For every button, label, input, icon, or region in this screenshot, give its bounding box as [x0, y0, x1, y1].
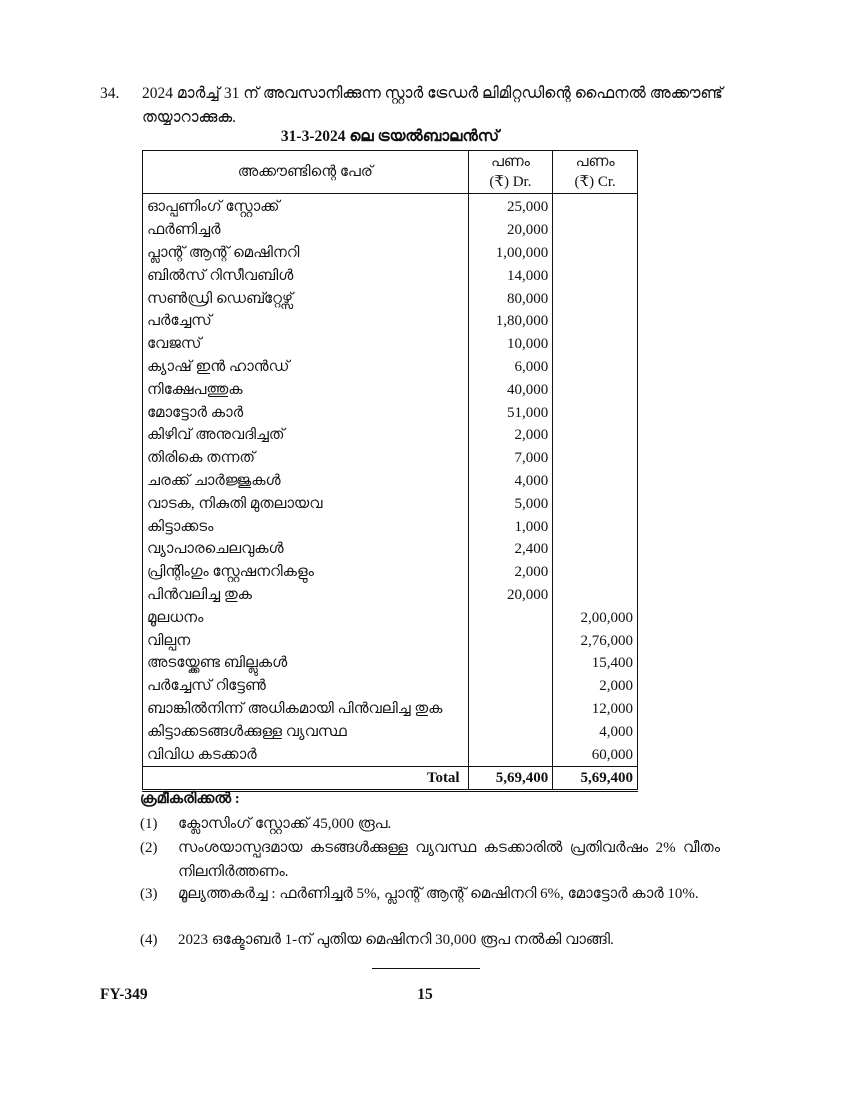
table-row [143, 378, 638, 401]
account-name-cell: പ്ലാന്റ് ആന്റ് മെഷിനറി [143, 242, 469, 265]
account-name-cell: ബിൽസ് റിസീവബിൾ [143, 264, 469, 287]
debit-cell: 4,000 [468, 470, 553, 493]
table-row [143, 287, 638, 310]
credit-cell [553, 470, 638, 493]
debit-cell: 1,00,000 [468, 242, 553, 265]
header-debit-line2: (₹) Dr. [489, 174, 532, 190]
adjustment-item [140, 928, 720, 952]
header-credit-line1: പണം [575, 154, 615, 170]
credit-cell [553, 561, 638, 584]
debit-cell [468, 698, 553, 721]
credit-cell [553, 333, 638, 356]
credit-cell [553, 584, 638, 607]
credit-cell: 60,000 [553, 743, 638, 766]
header-debit [468, 151, 553, 194]
account-name-cell: പർച്ചേസ് റിട്ടേൺ [143, 675, 469, 698]
debit-cell [468, 652, 553, 675]
adjustment-item [140, 882, 720, 906]
account-name-cell: ഫർണിച്ചർ [143, 219, 469, 242]
credit-cell [553, 242, 638, 265]
account-name-cell: വേജസ് [143, 333, 469, 356]
table-row [143, 492, 638, 515]
table-row [143, 194, 638, 219]
credit-cell [553, 356, 638, 379]
table-row [143, 219, 638, 242]
account-name-cell: വാടക, നികുതി മുതലായവ [143, 492, 469, 515]
table-row [143, 538, 638, 561]
question-text: 2024 മാർച്ച് 31 ന് അവസാനിക്കുന്ന സ്റ്റാർ ട്രേഡർ ലിമിറ്റഡിന്റെ ഫൈനൽ അക്കൗണ്ട് തയ്യാറാക്കുക. [142, 85, 723, 126]
account-name-cell: പർച്ചേസ് [143, 310, 469, 333]
total-debit: 5,69,400 [468, 766, 553, 790]
table-row [143, 356, 638, 379]
trial-balance-table [142, 150, 638, 792]
debit-cell [468, 629, 553, 652]
credit-cell [553, 194, 638, 219]
credit-cell [553, 424, 638, 447]
table-row [143, 310, 638, 333]
debit-cell: 51,000 [468, 401, 553, 424]
account-name-cell: കിട്ടാക്കടങ്ങൾക്കുള്ള വ്യവസ്ഥ [143, 720, 469, 743]
account-name-cell: കിട്ടാക്കടം [143, 515, 469, 538]
question-number: 34. [100, 85, 120, 102]
trial-balance-title: 31-3-2024 ലെ ട്രയൽബാലൻസ് [280, 128, 500, 145]
header-account-name: അക്കൗണ്ടിന്റെ പേര് [143, 151, 469, 194]
account-name-cell: അടയ്ക്കേണ്ട ബില്ലുകൾ [143, 652, 469, 675]
account-name-cell: കിഴിവ് അനുവദിച്ചത് [143, 424, 469, 447]
account-name-cell: സൺഡ്രി ഡെബ്റ്റേഴ്സ് [143, 287, 469, 310]
debit-cell: 20,000 [468, 584, 553, 607]
table-row [143, 424, 638, 447]
question-block [100, 82, 725, 130]
paper-code: FY-349 [100, 986, 148, 1003]
header-credit-line2: (₹) Cr. [574, 174, 616, 190]
debit-cell: 1,000 [468, 515, 553, 538]
debit-cell: 5,000 [468, 492, 553, 515]
adjustment-text: മൂല്യത്തകർച്ച : ഫർണിച്ചർ 5%, പ്ലാന്റ് ആന്റ് മെഷിനറി 6%, മോട്ടോർ കാർ 10%. [178, 886, 699, 902]
debit-cell [468, 720, 553, 743]
debit-cell [468, 606, 553, 629]
credit-cell [553, 447, 638, 470]
adjustments-title: ക്രമീകരിക്കൽ : [140, 791, 240, 807]
account-name-cell: മോട്ടോർ കാർ [143, 401, 469, 424]
debit-cell: 6,000 [468, 356, 553, 379]
account-name-cell: മൂലധനം [143, 606, 469, 629]
table-row [143, 561, 638, 584]
account-name-cell: വില്പന [143, 629, 469, 652]
table-row [143, 333, 638, 356]
page-number: 15 [417, 986, 433, 1003]
debit-cell [468, 675, 553, 698]
credit-cell: 2,000 [553, 675, 638, 698]
adjustment-text: 2023 ഒക്ടോബർ 1-ന് പുതിയ മെഷിനറി 30,000 രൂപ നൽകി വാങ്ങി. [178, 932, 614, 948]
debit-cell: 25,000 [468, 194, 553, 219]
account-name-cell: വിവിധ കടക്കാർ [143, 743, 469, 766]
total-credit: 5,69,400 [553, 766, 638, 790]
debit-cell: 2,400 [468, 538, 553, 561]
debit-cell [468, 743, 553, 766]
end-divider [372, 968, 480, 969]
table-row [143, 515, 638, 538]
account-name-cell: ക്യാഷ് ഇൻ ഹാൻഡ് [143, 356, 469, 379]
account-name-cell: നിക്ഷേപത്തുക [143, 378, 469, 401]
credit-cell [553, 378, 638, 401]
debit-cell: 2,000 [468, 561, 553, 584]
credit-cell: 2,76,000 [553, 629, 638, 652]
account-name-cell: പിൻവലിച്ച തുക [143, 584, 469, 607]
debit-cell: 10,000 [468, 333, 553, 356]
table-row [143, 470, 638, 493]
adjustment-number: (4) [140, 932, 158, 948]
credit-cell: 4,000 [553, 720, 638, 743]
debit-cell: 1,80,000 [468, 310, 553, 333]
debit-cell: 80,000 [468, 287, 553, 310]
credit-cell [553, 492, 638, 515]
debit-cell: 2,000 [468, 424, 553, 447]
table-header-row [143, 151, 638, 194]
table-row [143, 264, 638, 287]
table-row [143, 698, 638, 721]
credit-cell [553, 538, 638, 561]
account-name-cell: ബാങ്കിൽനിന്ന് അധികമായി പിൻവലിച്ച തുക [143, 698, 469, 721]
table-body [143, 194, 638, 767]
debit-cell: 14,000 [468, 264, 553, 287]
account-name-cell: തിരികെ തന്നത് [143, 447, 469, 470]
adjustment-number: (2) [140, 840, 158, 856]
adjustment-text: സംശയാസ്പദമായ കടങ്ങൾക്കുള്ള വ്യവസ്ഥ കടക്കാരിൽ പ്രതിവർഷം 2% വീതം നിലനിർത്തണം. [178, 840, 720, 880]
account-name-cell: ചരക്ക് ചാർജ്ജുകൾ [143, 470, 469, 493]
credit-cell [553, 219, 638, 242]
adjustment-number: (1) [140, 816, 158, 832]
header-debit-line1: പണം [490, 154, 530, 170]
table-row [143, 675, 638, 698]
table-row [143, 606, 638, 629]
adjustment-item [140, 812, 720, 836]
credit-cell [553, 310, 638, 333]
table-row [143, 629, 638, 652]
total-label: Total [143, 766, 469, 790]
credit-cell: 12,000 [553, 698, 638, 721]
debit-cell: 20,000 [468, 219, 553, 242]
credit-cell: 15,400 [553, 652, 638, 675]
table-row [143, 401, 638, 424]
debit-cell: 7,000 [468, 447, 553, 470]
table-row [143, 242, 638, 265]
adjustment-item [140, 836, 720, 884]
credit-cell: 2,00,000 [553, 606, 638, 629]
credit-cell [553, 287, 638, 310]
account-name-cell: വ്യാപാരചെലവുകൾ [143, 538, 469, 561]
adjustment-number: (3) [140, 886, 158, 902]
total-row [143, 766, 638, 790]
header-credit [553, 151, 638, 194]
table-row [143, 652, 638, 675]
account-name-cell: പ്രിന്റിംഗും സ്റ്റേഷനറികളും [143, 561, 469, 584]
table-row [143, 743, 638, 766]
table-row [143, 447, 638, 470]
credit-cell [553, 401, 638, 424]
debit-cell: 40,000 [468, 378, 553, 401]
credit-cell [553, 264, 638, 287]
credit-cell [553, 515, 638, 538]
adjustment-text: ക്ലോസിംഗ് സ്റ്റോക്ക് 45,000 രൂപ. [178, 816, 392, 832]
account-name-cell: ഓപ്പണിംഗ് സ്റ്റോക്ക് [143, 194, 469, 219]
table-row [143, 584, 638, 607]
table-row [143, 720, 638, 743]
